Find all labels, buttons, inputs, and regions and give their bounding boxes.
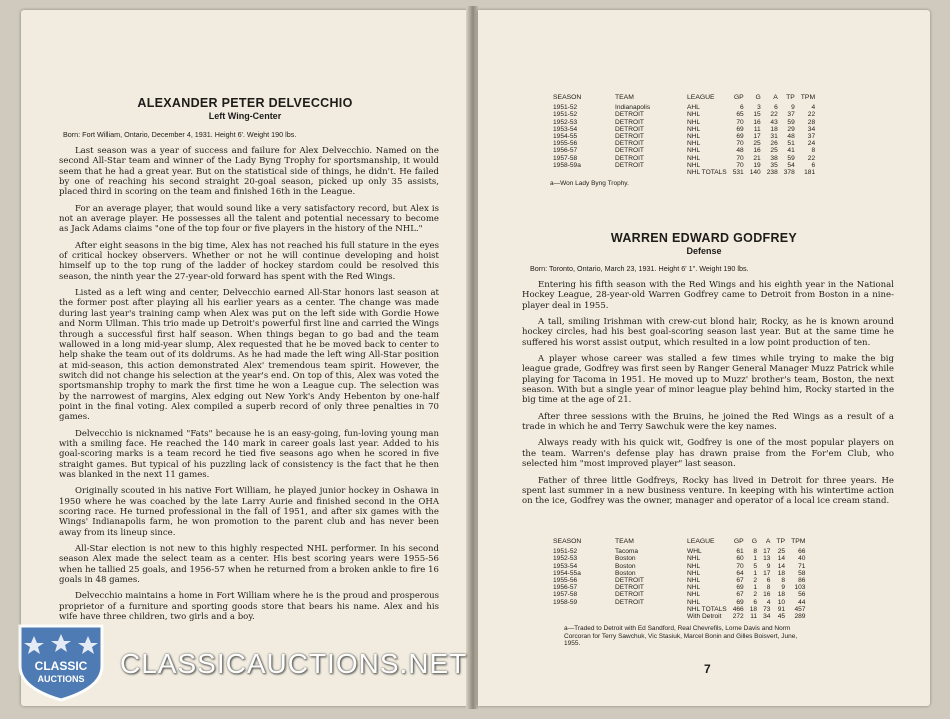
table-cell: NHL <box>687 591 701 599</box>
table-cell: 18 <box>777 591 786 599</box>
delvecchio-paragraph: Delvecchio is nicknamed "Fats" because he is an easy-going, fun-loving young man with a smiling face. He reached the 140 mark in career goals last year. Added to his goal-scoring marks is a team record he tied five seasons ago when he scored in five straight games. But typical of his puzzling lack of consistency is the fact that he then was blanked in the next 11 games. <box>59 428 439 480</box>
delvecchio-born: Born: Fort William, Ontario, December 4, 1931. Height 6'. Weight 190 lbs. <box>63 130 297 139</box>
table-cell: 28 <box>807 118 816 126</box>
godfrey-footnote: a—Traded to Detroit with Ed Sandford, Real Chevrefils, Lorne Davis and Norm Corcoran for Terry Sawchuk, Vic Stasiuk, Marcel Bonin and Gilles Boisvert, June, 1955. <box>564 625 798 648</box>
totals-label: With Detroit <box>687 613 722 621</box>
totals-cell: 457 <box>794 605 806 613</box>
table-cell: 1956-57 <box>553 584 578 592</box>
table-row <box>550 104 818 111</box>
table-cell: NHL <box>687 161 701 169</box>
column-header: TEAM <box>615 538 634 545</box>
table-cell: 8 <box>781 577 786 585</box>
table-cell: DETROIT <box>615 577 644 585</box>
table-cell: 11 <box>753 125 761 133</box>
left-page <box>21 10 469 706</box>
table-cell: 41 <box>787 147 795 155</box>
table-cell: NHL <box>687 140 701 148</box>
table-cell: NHL <box>687 111 701 119</box>
column-header: TP <box>786 94 795 101</box>
table-cell: 1952-53 <box>553 118 578 126</box>
table-cell: 5 <box>753 562 758 570</box>
table-cell: 9 <box>766 562 771 570</box>
column-header: TEAM <box>615 94 634 101</box>
table-cell: 48 <box>787 133 795 141</box>
table-cell: 54 <box>787 161 795 169</box>
table-row <box>550 133 818 140</box>
column-header: LEAGUE <box>687 538 715 545</box>
totals-cell: 378 <box>783 169 795 177</box>
delvecchio-paragraph: Last season was a year of success and failure for Alex Delvecchio. Named on the second All-Star team and winner of the Lady Byng Trophy for sportsmanship, it would seem that he had a great year. But on the statistical side of things, he didn't. He failed by one of reaching his second straight 20-goal season, picked up only 35 assists, placed third in scoring on the team and finished 16th in the League. <box>59 146 439 198</box>
delvecchio-footnote: a—Won Lady Byng Trophy. <box>550 180 629 188</box>
totals-cell: 238 <box>766 169 778 177</box>
table-cell: WHL <box>687 548 702 556</box>
table-cell: 17 <box>763 569 771 577</box>
table-cell: 9 <box>781 584 786 592</box>
delvecchio-paragraph: After eight seasons in the big time, Alex has not reached his full stature in the eyes of critical hockey observers. Whether or not he will continue developing and hoist himself up to the top rung of the ladder of hockey stardom could be resolved this season, the ninth year the 27-year-old forward has spent with the Red Wings. <box>59 240 439 282</box>
table-cell: 1958-59a <box>553 161 581 169</box>
godfrey-paragraph: Father of three little Godfreys, Rocky has lived in Detroit for three years. He spent last summer in a new business venture. In keeping with his wintertime action on the ice, Godfrey was the owner, manager and operator of a local ice cream stand. <box>522 475 894 507</box>
godfrey-paragraph: After three sessions with the Bruins, he joined the Red Wings as a result of a trade in which he and Terry Sawchuk were the key names. <box>522 411 894 433</box>
table-cell: 61 <box>736 548 744 556</box>
table-cell: AHL <box>687 104 700 112</box>
table-cell: NHL <box>687 598 701 606</box>
table-cell: 70 <box>736 140 744 148</box>
table-cell: 19 <box>753 161 761 169</box>
table-cell: NHL <box>687 569 701 577</box>
table-cell: 58 <box>798 569 806 577</box>
table-cell: 66 <box>798 548 806 556</box>
delvecchio-paragraph: Originally scouted in his native Fort William, he played junior hockey in Oshawa in 1950 where he was coached by the late Larry Aurie and finished second in the OHA scoring race. He turned professional in the fall of 1951, and after six games with the Wings' Indianapolis farm, he won promotion to the parent club and has never been away from its lineup since. <box>59 486 439 538</box>
totals-label: NHL TOTALS <box>687 169 727 177</box>
table-cell: 16 <box>763 591 771 599</box>
table-cell: NHL <box>687 125 701 133</box>
stats-totals-row <box>550 606 808 613</box>
table-cell: NHL <box>687 154 701 162</box>
table-cell: DETROIT <box>615 584 644 592</box>
table-cell: 1957-58 <box>553 591 578 599</box>
table-cell: 60 <box>736 555 744 563</box>
delvecchio-heading <box>21 96 469 121</box>
table-cell: 1952-53 <box>553 555 578 563</box>
table-row <box>550 155 818 162</box>
table-cell: 4 <box>811 104 816 112</box>
godfrey-paragraph: Always ready with his quick wit, Godfrey is one of the most popular players on the team. Warren's defense play has drawn praise from the For'em Club, who selected him "most improved player" last season. <box>522 438 894 470</box>
table-row <box>550 147 818 154</box>
table-cell: DETROIT <box>615 161 644 169</box>
column-header: TPM <box>791 538 806 545</box>
table-row <box>550 599 808 606</box>
table-cell: 51 <box>787 140 795 148</box>
table-cell: 1953-54 <box>553 125 578 133</box>
godfrey-totals-body <box>550 606 808 620</box>
table-cell: 26 <box>770 140 778 148</box>
godfrey-paragraph: A player whose career was stalled a few times while trying to make the big league grade, Godfrey was first seen by Ranger General Manager Muzz Patrick while playing for Tacoma in 1951. He moved up to Muzz' brother's team, Boston, the next season. With but a single year of minor league play behind him, Rocky started in the big time at the age of 21. <box>522 354 894 406</box>
table-cell: 69 <box>736 133 744 141</box>
totals-cell: 289 <box>794 613 806 621</box>
table-cell: DETROIT <box>615 111 644 119</box>
table-cell: 8 <box>766 584 771 592</box>
column-header: A <box>773 94 778 101</box>
totals-cell: 140 <box>749 169 761 177</box>
godfrey-heading <box>478 231 930 256</box>
godfrey-paragraph: A tall, smiling Irishman with crew-cut blond hair, Rocky, as he is known around hockey circles, had his best goal-scoring season last year. But at the same time he suffered his worst assist output, which resulted in a low point production of ten. <box>522 317 894 348</box>
table-row <box>550 140 818 147</box>
table-row <box>550 548 808 555</box>
godfrey-born: Born: Toronto, Ontario, March 23, 1931. Height 6' 1". Weight 190 lbs. <box>530 264 749 273</box>
table-cell: 16 <box>753 147 761 155</box>
table-cell: 1951-52 <box>553 548 578 556</box>
table-row <box>550 584 808 591</box>
table-cell: 14 <box>777 555 786 563</box>
table-cell: 16 <box>753 118 761 126</box>
table-cell: 67 <box>736 591 744 599</box>
table-row <box>550 570 808 577</box>
column-header: SEASON <box>553 94 582 101</box>
table-cell: 44 <box>798 598 806 606</box>
page-number: 7 <box>704 662 711 676</box>
column-header: LEAGUE <box>687 94 715 101</box>
table-cell: Boston <box>615 555 636 563</box>
table-cell: 17 <box>753 133 761 141</box>
table-cell: 18 <box>777 569 786 577</box>
table-cell: 69 <box>736 584 744 592</box>
table-row <box>550 126 818 133</box>
table-row <box>550 577 808 584</box>
table-cell: 64 <box>736 569 744 577</box>
table-row <box>550 555 808 562</box>
delvecchio-paragraph: For an average player, that would sound like a very satisfactory record, but Alex is not an average player. He possesses all the talent and potential necessary to become as Jack Adams claims "one of the top four or five players in the history of the NHL." <box>59 203 439 235</box>
delvecchio-stats-table <box>550 94 818 176</box>
table-cell: 22 <box>807 154 816 162</box>
table-cell: Boston <box>615 569 636 577</box>
classic-auctions-logo-icon <box>12 616 110 702</box>
godfrey-paragraph: Entering his fifth season with the Red Wings and his eighth year in the National Hockey League, 28-year-old Warren Godfrey came to Detroit from Boston in a nine-player deal in 1955. <box>522 280 894 311</box>
table-cell: 103 <box>794 584 806 592</box>
column-header: GP <box>733 94 744 101</box>
table-cell: 1 <box>753 555 758 563</box>
table-cell: 29 <box>787 125 795 133</box>
table-cell: DETROIT <box>615 118 644 126</box>
godfrey-title: WARREN EDWARD GODFREY <box>610 231 798 245</box>
godfrey-stats-block <box>550 538 814 648</box>
table-cell: 1955-56 <box>553 140 578 148</box>
table-cell: NHL <box>687 562 701 570</box>
table-cell: 65 <box>736 111 744 119</box>
table-cell: 10 <box>777 598 786 606</box>
table-cell: 59 <box>787 154 795 162</box>
totals-cell: 531 <box>732 169 744 177</box>
table-cell: 21 <box>753 154 761 162</box>
table-cell: DETROIT <box>615 598 644 606</box>
table-cell: 18 <box>770 125 778 133</box>
table-cell: 25 <box>753 140 761 148</box>
table-cell: NHL <box>687 577 701 585</box>
table-cell: 1 <box>753 584 758 592</box>
column-header: A <box>765 538 771 545</box>
godfrey-position: Defense <box>686 246 722 256</box>
delvecchio-paragraph: Delvecchio maintains a home in Fort William where he is the proud and prosperous proprietor of a furniture and sporting goods store that bears his name. Alex and his wife have three children, two girls and a boy. <box>59 591 439 623</box>
table-cell: 43 <box>770 118 778 126</box>
delvecchio-title: ALEXANDER PETER DELVECCHIO <box>137 96 353 110</box>
table-cell: 38 <box>770 154 778 162</box>
table-cell: DETROIT <box>615 591 644 599</box>
table-cell: 37 <box>807 133 816 141</box>
table-cell: 71 <box>798 562 806 570</box>
table-cell: 14 <box>777 562 786 570</box>
table-cell: 1955-56 <box>553 577 578 585</box>
totals-cell: 181 <box>804 169 816 177</box>
delvecchio-stats-body <box>550 104 818 169</box>
stats-totals-row <box>550 169 818 176</box>
table-cell: 70 <box>736 562 744 570</box>
table-cell: 1957-58 <box>553 154 578 162</box>
totals-cell: 45 <box>777 613 786 621</box>
table-cell: 8 <box>811 147 816 155</box>
column-header: GP <box>733 538 744 545</box>
table-cell: 2 <box>753 577 758 585</box>
totals-cell: 11 <box>750 613 758 621</box>
godfrey-stats-body <box>550 548 808 606</box>
table-cell: 9 <box>791 104 795 112</box>
table-cell: 37 <box>787 111 795 119</box>
table-cell: DETROIT <box>615 140 644 148</box>
table-cell: 4 <box>766 598 771 606</box>
totals-cell: 91 <box>777 605 786 613</box>
column-header: SEASON <box>553 538 582 545</box>
table-cell: 86 <box>798 577 806 585</box>
table-cell: DETROIT <box>615 125 644 133</box>
table-cell: 25 <box>770 147 778 155</box>
table-cell: NHL <box>687 584 701 592</box>
godfrey-stats-table <box>550 538 808 620</box>
table-cell: 24 <box>807 140 816 148</box>
column-header: TPM <box>800 94 816 101</box>
column-header: G <box>755 94 761 101</box>
table-cell: 35 <box>770 161 778 169</box>
table-cell: 17 <box>763 548 771 556</box>
totals-cell: 18 <box>749 605 758 613</box>
table-cell: 22 <box>807 111 816 119</box>
table-cell: 2 <box>753 591 758 599</box>
table-cell: 22 <box>770 111 778 119</box>
table-cell: 3 <box>757 104 761 112</box>
table-cell: 70 <box>736 161 744 169</box>
table-cell: 59 <box>787 118 795 126</box>
table-cell: 40 <box>798 555 806 563</box>
godfrey-body <box>522 264 894 513</box>
table-cell: 6 <box>774 104 778 112</box>
table-cell: DETROIT <box>615 154 644 162</box>
table-cell: 56 <box>798 591 806 599</box>
table-cell: 6 <box>753 598 758 606</box>
totals-cell: 272 <box>732 613 744 621</box>
delvecchio-stats-block <box>550 94 818 188</box>
table-cell: 1 <box>753 569 758 577</box>
table-cell: 6 <box>811 161 816 169</box>
table-row <box>550 563 808 570</box>
table-cell: 15 <box>753 111 761 119</box>
delvecchio-paragraph: Listed as a left wing and center, Delvecchio earned All-Star honors last season at the former post after playing all his earlier years as a center. The change was made during last year's training camp when Alex was put on the left side with Gordie Howe and Norm Ullman. This trio made up Detroit's powerful first line and carried the Wings through a successful first half season. When things began to go bad and the team wallowed in a long mid-year slump, Alex requested that he be moved back to center to help shake the team out of its doldrums. As he had made the left wing All-Star position at mid-season, this action demonstrated Alex' tremendous team spirit. However, the switch did not change his selection at the year's end. On top of this, Alex was voted the sportsmanship trophy to mark the first time he won a League cup. The selection was by the narrowest of margins, Alex edging out New York's Andy Hebenton by one-half point in the final voting. Alex compiled a superb record of only three penalties in 70 games. <box>59 288 439 423</box>
delvecchio-paragraph: All-Star election is not new to this highly respected NHL performer. In his second season Alex made the select team as a center. His best scoring years were 1955-56 when he tallied 25 goals, and 1956-57 when he returned from a broken ankle to fire 16 goals in 48 games. <box>59 544 439 586</box>
table-cell: DETROIT <box>615 133 644 141</box>
table-cell: 34 <box>807 125 816 133</box>
table-cell: 1951-52 <box>553 104 578 112</box>
table-cell: DETROIT <box>615 147 644 155</box>
stats-header-row <box>550 538 808 548</box>
logo-text-auctions: AUCTIONS <box>37 674 85 684</box>
table-row <box>550 591 808 598</box>
column-header: G <box>751 538 758 545</box>
table-cell: 1954-55a <box>553 569 581 577</box>
totals-cell: 466 <box>732 605 744 613</box>
table-cell: Tacoma <box>615 548 639 556</box>
table-row <box>550 111 818 118</box>
table-cell: 1958-59 <box>553 598 578 606</box>
table-cell: 6 <box>740 104 744 112</box>
table-cell: NHL <box>687 133 701 141</box>
table-cell: NHL <box>687 118 701 126</box>
table-cell: Indianapolis <box>615 104 651 112</box>
logo-text-classic: CLASSIC <box>34 659 88 673</box>
table-cell: 1953-54 <box>553 562 578 570</box>
delvecchio-position: Left Wing-Center <box>208 111 282 121</box>
table-cell: 6 <box>766 577 771 585</box>
table-cell: 25 <box>777 548 786 556</box>
watermark-text: CLASSICAUCTIONS.NET <box>120 648 468 679</box>
totals-label: NHL TOTALS <box>687 605 727 613</box>
table-cell: NHL <box>687 555 701 563</box>
table-cell: 69 <box>736 125 744 133</box>
totals-cell: 73 <box>763 605 771 613</box>
table-cell: 8 <box>753 548 758 556</box>
table-cell: 1956-57 <box>553 147 578 155</box>
table-cell: NHL <box>687 147 701 155</box>
stats-header-row <box>550 94 818 104</box>
table-cell: 13 <box>763 555 771 563</box>
table-cell: 70 <box>736 118 744 126</box>
totals-cell: 34 <box>763 613 771 621</box>
table-cell: 48 <box>736 147 744 155</box>
delvecchio-body <box>59 130 439 628</box>
table-row <box>550 119 818 126</box>
table-cell: 69 <box>736 598 744 606</box>
stats-totals-row <box>550 613 808 620</box>
table-cell: 1954-55 <box>553 133 578 141</box>
table-cell: Boston <box>615 562 636 570</box>
table-cell: 67 <box>736 577 744 585</box>
table-cell: 31 <box>770 133 778 141</box>
table-cell: 70 <box>736 154 744 162</box>
column-header: TP <box>776 538 786 545</box>
table-cell: 1951-52 <box>553 111 578 119</box>
right-page <box>478 10 930 706</box>
table-row <box>550 162 818 169</box>
